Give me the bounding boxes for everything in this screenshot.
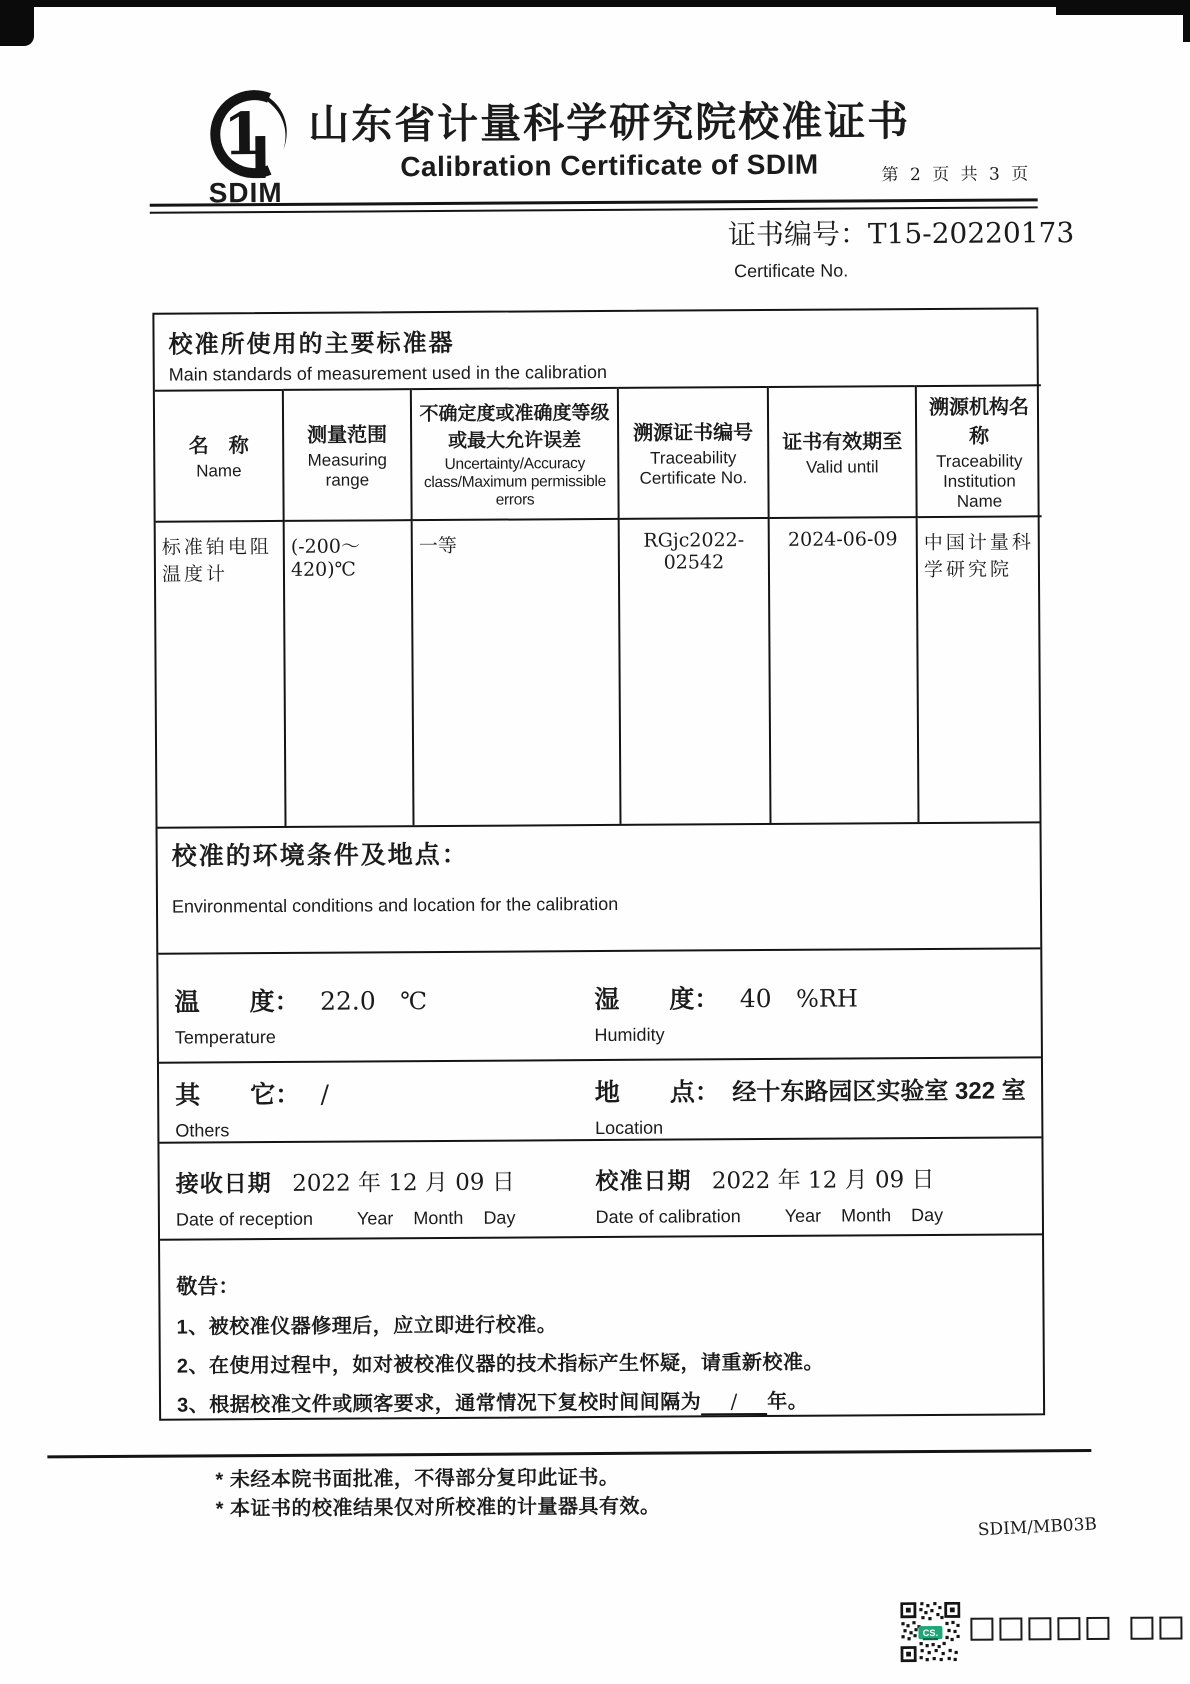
others-location-row <box>159 1056 1041 1142</box>
cell-traceability-cert-no: RGjc2022-02542 <box>619 518 771 824</box>
date-reception-value: 2022 年 12 月 09 日 <box>292 1170 515 1198</box>
others-label-en: Others <box>175 1119 230 1141</box>
col-header-traceability-institution: 溯源机构名称 Traceability Institution Name <box>916 385 1042 517</box>
standards-table-header-row <box>155 385 1042 521</box>
logo-text: SDIM <box>208 176 283 209</box>
col-header-measuring-range: 测量范围 Measuring range <box>283 389 412 521</box>
date-reception-label: 接收日期 <box>175 1170 272 1198</box>
temperature-block <box>158 953 564 1062</box>
checkbox-square <box>1159 1616 1182 1639</box>
table-row <box>156 516 1044 827</box>
temperature-label: 温 度： <box>174 988 300 1017</box>
notice-item-2: 2、在使用过程中，如对被校准仪器的技术指标产生怀疑，请重新校准。 <box>176 1351 824 1378</box>
humidity-label-en: Humidity <box>594 1024 665 1046</box>
location-label-en: Location <box>595 1117 664 1138</box>
location-block <box>565 1058 1042 1140</box>
standards-section-title <box>154 309 1036 389</box>
standards-title-cn: 校准所使用的主要标准器 <box>168 329 455 359</box>
footer-divider <box>47 1449 1091 1458</box>
date-calibration-label: 校准日期 <box>595 1167 692 1195</box>
date-reception-units-en: Year Month Day <box>356 1208 516 1229</box>
others-label: 其 它： <box>175 1080 301 1110</box>
svg-text:1: 1 <box>222 100 264 169</box>
dates-row <box>159 1137 1042 1239</box>
checkbox-square <box>999 1617 1022 1640</box>
form-checkboxes <box>970 1616 1188 1640</box>
cell-accuracy-class: 一等 <box>412 519 621 825</box>
date-calibration-value: 2022 年 12 月 09 日 <box>711 1167 935 1195</box>
col-header-valid-until: 证书有效期至 Valid until <box>768 386 917 518</box>
checkbox-square <box>1028 1617 1051 1640</box>
sdim-logo <box>177 88 314 210</box>
title-english: Calibration Certificate of SDIM <box>400 148 819 183</box>
cell-measuring-range: (-200～420)℃ <box>284 520 414 826</box>
temperature-unit: ℃ <box>400 987 428 1016</box>
notice-item-3-prefix: 3、根据校准文件或顾客要求，通常情况下复校时间间隔为 <box>176 1391 702 1417</box>
certificate-number-label: 证书编号： <box>727 217 869 252</box>
humidity-label: 湿 度： <box>594 985 720 1015</box>
certificate-number-block <box>728 211 1075 282</box>
col-header-uncertainty: 不确定度或准确度等级或最大允许误差 Uncertainty/Accuracy class/Maximum permissible errors <box>411 388 619 520</box>
form-code: SDIM/MB03B <box>977 1514 1098 1541</box>
col-header-name: 名 称 Name <box>155 390 284 522</box>
temperature-label-en: Temperature <box>174 1027 276 1048</box>
qr-code-icon <box>900 1602 960 1662</box>
cell-valid-until: 2024-06-09 <box>769 517 919 823</box>
humidity-block <box>564 950 1041 1059</box>
notice-item-1: 1、被校准仪器修理后，应立即进行校准。 <box>176 1314 558 1339</box>
page-indicator: 第 2 页 共 3 页 <box>881 164 1032 186</box>
notice-title: 敬告： <box>176 1275 240 1299</box>
date-reception-block <box>159 1142 565 1239</box>
date-calibration-units-en: Year Month Day <box>784 1205 944 1227</box>
date-calibration-block <box>565 1139 1042 1236</box>
certificate-number-label-en: Certificate No. <box>734 260 849 282</box>
certificate-number-value: T15-20220173 <box>867 216 1075 251</box>
humidity-value: 40 <box>739 984 772 1014</box>
main-content-box <box>152 307 1045 1420</box>
cell-standard-name: 标准铂电阻温度计 <box>156 521 286 827</box>
footer-notes <box>215 1464 660 1525</box>
humidity-unit: %RH <box>795 984 858 1014</box>
others-value: / <box>320 1079 330 1109</box>
temperature-value: 22.0 <box>319 986 376 1017</box>
checkbox-square <box>1057 1617 1080 1640</box>
checkbox-square <box>1086 1617 1109 1640</box>
notice-item-3-blank: / <box>701 1389 767 1415</box>
others-block <box>159 1061 565 1142</box>
cell-traceability-institution: 中国计量科学研究院 <box>917 516 1044 822</box>
notice-item-3 <box>177 1383 1043 1418</box>
location-label: 地 点： <box>594 1077 720 1107</box>
title-chinese: 山东省计量科学研究院校准证书 <box>308 97 911 149</box>
notice-section <box>160 1233 1043 1418</box>
standards-title-en: Main standards of measurement used in the calibration <box>168 361 608 385</box>
checkbox-square <box>970 1618 993 1641</box>
environment-title-cn: 校准的环境条件及地点： <box>171 840 469 871</box>
footer-note-2: * 本证书的校准结果仅对所校准的计量器具有效。 <box>215 1495 661 1521</box>
footer-note-1: * 未经本院书面批准，不得部分复印此证书。 <box>215 1466 620 1492</box>
date-reception-label-en: Date of reception <box>175 1209 314 1231</box>
location-value: 经十东路园区实验室 322 室 <box>732 1077 1026 1106</box>
environment-section-title <box>158 821 1041 953</box>
temperature-humidity-row <box>158 948 1041 1062</box>
qr-center-label: CS. <box>922 1627 939 1639</box>
environment-title-en: Environmental conditions and location for the calibration <box>171 894 619 917</box>
standards-table <box>155 384 1044 827</box>
checkbox-square <box>1130 1617 1153 1640</box>
col-header-traceability-cert-no: 溯源证书编号 Traceability Certificate No. <box>618 387 769 519</box>
date-calibration-label-en: Date of calibration <box>595 1206 741 1228</box>
notice-item-3-suffix: 年。 <box>767 1390 809 1414</box>
